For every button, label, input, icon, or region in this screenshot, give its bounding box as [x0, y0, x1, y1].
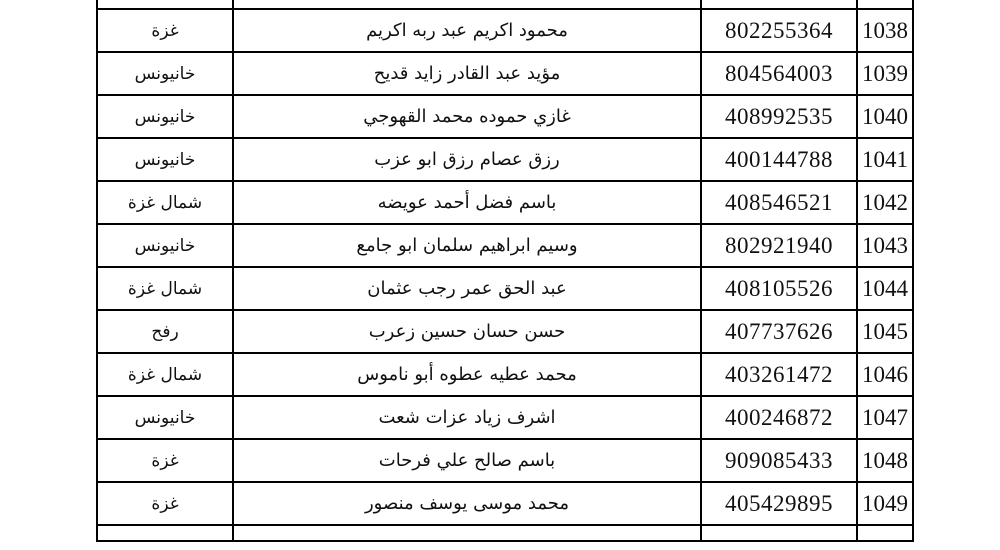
id-number-cell: 804564003 — [701, 52, 857, 95]
city-cell: رفح — [97, 310, 233, 353]
name-cell: رزق عصام رزق ابو عزب — [233, 138, 701, 181]
id-number-cell: 909085433 — [701, 439, 857, 482]
serial-number-cell: 1046 — [857, 353, 913, 396]
name-cell: محمد موسى يوسف منصور — [233, 482, 701, 525]
city-cell: غزة — [97, 482, 233, 525]
table-row — [97, 52, 913, 95]
city-cell: غزة — [97, 439, 233, 482]
city-cell: شمال غزة — [97, 353, 233, 396]
id-number-cell: 408992535 — [701, 95, 857, 138]
table-row — [97, 9, 913, 52]
serial-number-cell: 1047 — [857, 396, 913, 439]
serial-number-cell: 1038 — [857, 9, 913, 52]
name-cell: حسن حسان حسين زعرب — [233, 310, 701, 353]
table-row — [97, 439, 913, 482]
id-number-cell: 408105526 — [701, 267, 857, 310]
serial-number-cell: 1039 — [857, 52, 913, 95]
serial-number-cell: 1044 — [857, 267, 913, 310]
name-cell: مؤيد عبد القادر زايد قديح — [233, 52, 701, 95]
city-cell: خانيونس — [97, 396, 233, 439]
table-row — [97, 224, 913, 267]
city-cell: خانيونس — [97, 224, 233, 267]
id-number-cell: 405429895 — [701, 482, 857, 525]
serial-number-cell: 1040 — [857, 95, 913, 138]
table-row — [97, 310, 913, 353]
serial-number-cell: 1042 — [857, 181, 913, 224]
city-cell: شمال غزة — [97, 267, 233, 310]
name-cell: وسيم ابراهيم سلمان ابو جامع — [233, 224, 701, 267]
id-number-cell: 407737626 — [701, 310, 857, 353]
name-cell: باسم فضل أحمد عويضه — [233, 181, 701, 224]
city-cell: غزة — [97, 9, 233, 52]
table-row — [97, 396, 913, 439]
serial-number-cell: 1048 — [857, 439, 913, 482]
id-number-cell: 802921940 — [701, 224, 857, 267]
serial-number-cell: 1049 — [857, 482, 913, 525]
serial-number-cell: 1043 — [857, 224, 913, 267]
serial-number-cell: 1041 — [857, 138, 913, 181]
name-cell: محمود اكريم عبد ربه اكريم — [233, 9, 701, 52]
city-cell: خانيونس — [97, 138, 233, 181]
name-cell: غازي حموده محمد القهوجي — [233, 95, 701, 138]
table-row — [97, 353, 913, 396]
name-cell: اشرف زياد عزات شعت — [233, 396, 701, 439]
name-cell: محمد عطيه عطوه أبو ناموس — [233, 353, 701, 396]
name-cell: عبد الحق عمر رجب عثمان — [233, 267, 701, 310]
table-row-partial — [97, 525, 913, 541]
records-table — [96, 0, 914, 542]
table-row — [97, 181, 913, 224]
id-number-cell: 408546521 — [701, 181, 857, 224]
id-number-cell: 400246872 — [701, 396, 857, 439]
table-row — [97, 267, 913, 310]
city-cell: خانيونس — [97, 52, 233, 95]
records-table-body — [97, 0, 913, 541]
id-number-cell: 802255364 — [701, 9, 857, 52]
serial-number-cell: 1045 — [857, 310, 913, 353]
table-row-partial — [97, 0, 913, 9]
name-cell: باسم صالح علي فرحات — [233, 439, 701, 482]
table-row — [97, 95, 913, 138]
table-row — [97, 482, 913, 525]
id-number-cell: 403261472 — [701, 353, 857, 396]
id-number-cell: 400144788 — [701, 138, 857, 181]
table-row — [97, 138, 913, 181]
city-cell: خانيونس — [97, 95, 233, 138]
city-cell: شمال غزة — [97, 181, 233, 224]
